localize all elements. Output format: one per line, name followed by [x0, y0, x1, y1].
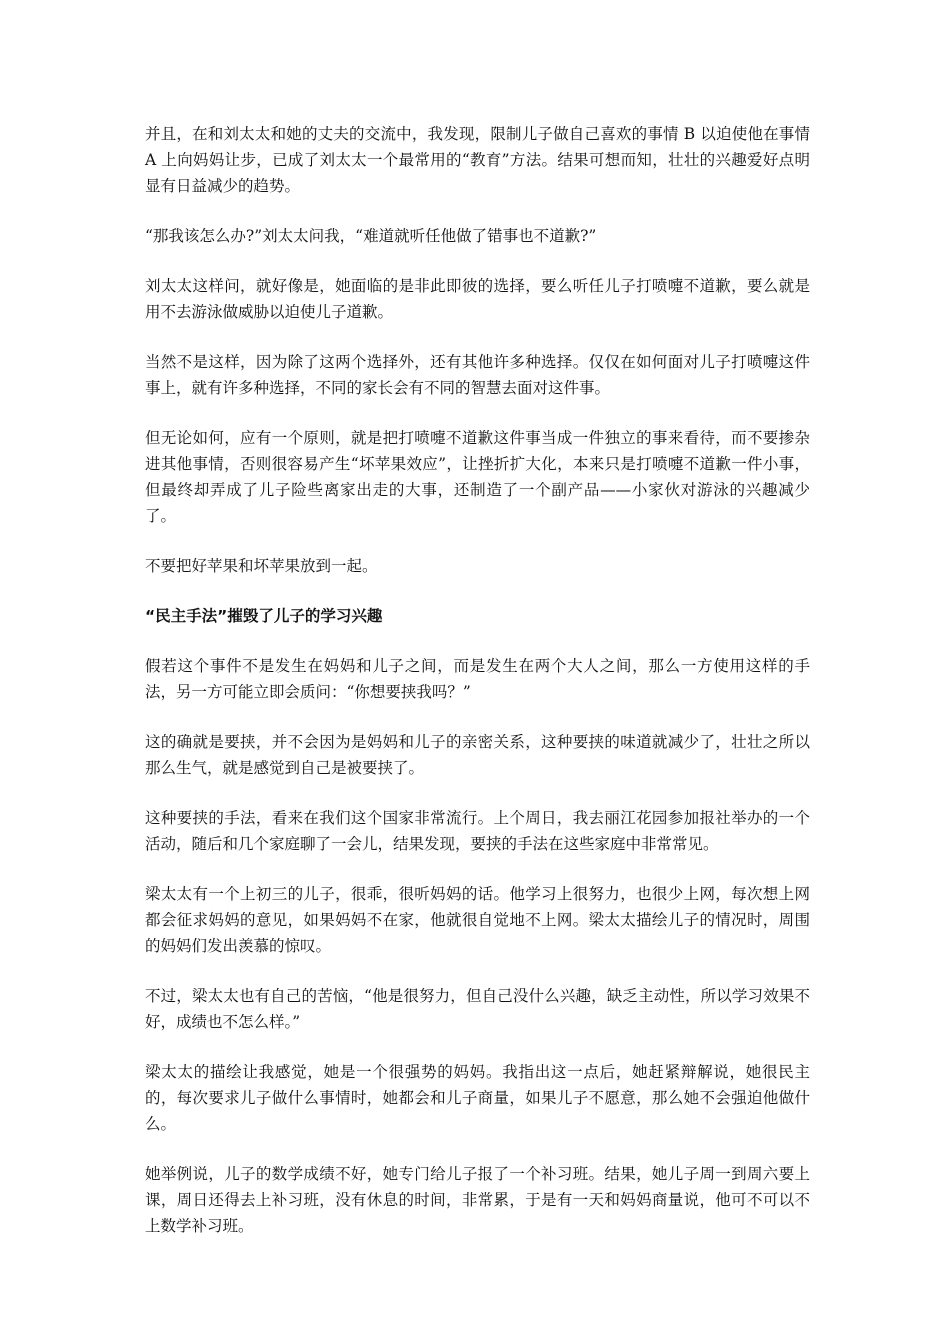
- paragraph: 梁太太的描绘让我感觉，她是一个很强势的妈妈。我指出这一点后，她赶紧辩解说，她很民主的，每次要求儿子做什么事情时，她都会和儿子商量，如果儿子不愿意，那么她不会强迫他做什么。: [145, 1063, 810, 1133]
- paragraph: 并且，在和刘太太和她的丈夫的交流中，我发现，限制儿子做自己喜欢的事情 B 以迫使他在事情 A 上向妈妈让步，已成了刘太太一个最常用的“教育”方法。结果可想而知，壮壮的兴趣爱好点明显有日益减少的趋势。: [145, 125, 815, 195]
- paragraph: 当然不是这样，因为除了这两个选择外，还有其他许多种选择。仅仅在如何面对儿子打喷嚏这件事上，就有许多种选择，不同的家长会有不同的智慧去面对这件事。: [145, 353, 810, 397]
- document-page: [145, 121, 815, 1263]
- section-heading: “民主手法”摧毁了儿子的学习兴趣: [145, 607, 383, 625]
- paragraph: 这种要挟的手法，看来在我们这个国家非常流行。上个周日，我去丽江花园参加报社举办的一个活动，随后和几个家庭聊了一会儿，结果发现，要挟的手法在这些家庭中非常常见。: [145, 809, 810, 853]
- paragraph: 她举例说，儿子的数学成绩不好，她专门给儿子报了一个补习班。结果，她儿子周一到周六要上课，周日还得去上补习班，没有休息的时间，非常累，于是有一天和妈妈商量说，他可不可以不上数学补习班。: [145, 1165, 810, 1235]
- paragraph: 不要把好苹果和坏苹果放到一起。: [145, 557, 378, 575]
- paragraph: 这的确就是要挟，并不会因为是妈妈和儿子的亲密关系，这种要挟的味道就减少了，壮壮之所以那么生气，就是感觉到自己是被要挟了。: [145, 733, 810, 777]
- paragraph: 刘太太这样问，就好像是，她面临的是非此即彼的选择，要么听任儿子打喷嚏不道歉，要么就是用不去游泳做威胁以迫使儿子道歉。: [145, 277, 810, 321]
- paragraph: 假若这个事件不是发生在妈妈和儿子之间，而是发生在两个大人之间，那么一方使用这样的手法，另一方可能立即会质问：“你想要挟我吗？”: [145, 657, 810, 701]
- paragraph: 梁太太有一个上初三的儿子，很乖，很听妈妈的话。他学习上很努力，也很少上网，每次想上网都会征求妈妈的意见，如果妈妈不在家，他就很自觉地不上网。梁太太描绘儿子的情况时，周围的妈妈们发出羡慕的惊叹。: [145, 885, 810, 955]
- paragraph: 但无论如何，应有一个原则，就是把打喷嚏不道歉这件事当成一件独立的事来看待，而不要掺杂进其他事情，否则很容易产生“坏苹果效应”，让挫折扩大化，本来只是打喷嚏不道歉一件小事，但最终却弄成了儿子险些离家出走的大事，还制造了一个副产品——小家伙对游泳的兴趣减少了。: [145, 429, 810, 525]
- paragraph: 不过，梁太太也有自己的苦恼，“他是很努力，但自己没什么兴趣，缺乏主动性，所以学习效果不好，成绩也不怎么样。”: [145, 987, 810, 1031]
- paragraph: “那我该怎么办?”刘太太问我，“难道就听任他做了错事也不道歉?”: [145, 227, 597, 245]
